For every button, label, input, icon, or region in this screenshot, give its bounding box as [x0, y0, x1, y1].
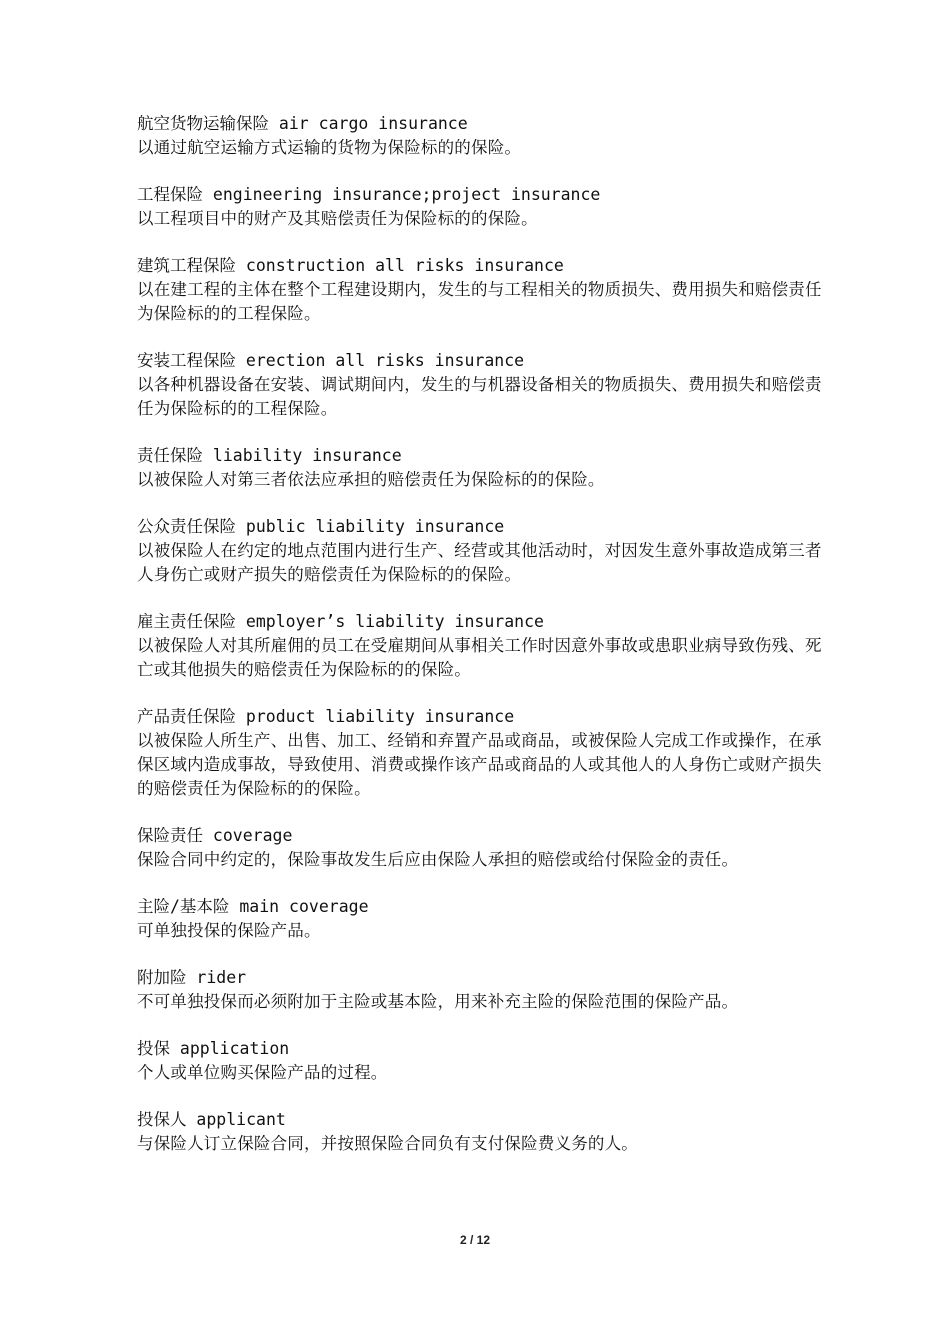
- entry-definition: 保险合同中约定的，保险事故发生后应由保险人承担的赔偿或给付保险金的责任。: [137, 850, 739, 869]
- entry-term: 公众责任保险 public liability insurance: [137, 517, 505, 536]
- entry-term: 雇主责任保险 employer’s liability insurance: [137, 612, 544, 631]
- glossary-entry: [137, 895, 827, 943]
- entry-definition: 个人或单位购买保险产品的过程。: [137, 1063, 388, 1082]
- entry-definition: 不可单独投保而必须附加于主险或基本险，用来补充主险的保险范围的保险产品。: [137, 992, 739, 1011]
- glossary-entry: [137, 610, 827, 682]
- glossary-entry: [137, 966, 827, 1014]
- glossary-content: [137, 112, 827, 1179]
- entry-term: 投保人 applicant: [137, 1110, 286, 1129]
- entry-term: 附加险 rider: [137, 968, 247, 987]
- entry-term: 主险/基本险 main coverage: [137, 897, 369, 916]
- glossary-entry: [137, 183, 827, 231]
- entry-definition: 可单独投保的保险产品。: [137, 921, 321, 940]
- entry-definition: 以被保险人在约定的地点范围内进行生产、经营或其他活动时，对因发生意外事故造成第三者人身伤亡或财产损失的赔偿责任为保险标的的保险。: [137, 541, 822, 584]
- glossary-entry: [137, 515, 827, 587]
- entry-term: 安装工程保险 erection all risks insurance: [137, 351, 525, 370]
- glossary-entry: [137, 1037, 827, 1085]
- entry-definition: 与保险人订立保险合同，并按照保险合同负有支付保险费义务的人。: [137, 1134, 638, 1153]
- entry-term: 保险责任 coverage: [137, 826, 293, 845]
- glossary-entry: [137, 705, 827, 801]
- entry-definition: 以工程项目中的财产及其赔偿责任为保险标的的保险。: [137, 209, 538, 228]
- entry-term: 工程保险 engineering insurance;project insurance: [137, 185, 601, 204]
- entry-term: 建筑工程保险 construction all risks insurance: [137, 256, 564, 275]
- glossary-entry: [137, 824, 827, 872]
- glossary-entry: [137, 1108, 827, 1156]
- glossary-entry: [137, 254, 827, 326]
- entry-term: 航空货物运输保险 air cargo insurance: [137, 114, 468, 133]
- entry-definition: 以在建工程的主体在整个工程建设期内，发生的与工程相关的物质损失、费用损失和赔偿责任为保险标的的工程保险。: [137, 280, 822, 323]
- entry-definition: 以被保险人所生产、出售、加工、经销和弃置产品或商品，或被保险人完成工作或操作，在承保区域内造成事故，导致使用、消费或操作该产品或商品的人或其他人的人身伤亡或财产损失的赔偿责任为保险标的的保险。: [137, 731, 822, 798]
- entry-definition: 以各种机器设备在安装、调试期间内，发生的与机器设备相关的物质损失、费用损失和赔偿责任为保险标的的工程保险。: [137, 375, 822, 418]
- entry-definition: 以通过航空运输方式运输的货物为保险标的的保险。: [137, 138, 522, 157]
- entry-term: 责任保险 liability insurance: [137, 446, 402, 465]
- entry-definition: 以被保险人对第三者依法应承担的赔偿责任为保险标的的保险。: [137, 470, 605, 489]
- glossary-entry: [137, 112, 827, 160]
- page-number: 2 / 12: [459, 1233, 491, 1247]
- entry-term: 投保 application: [137, 1039, 290, 1058]
- entry-definition: 以被保险人对其所雇佣的员工在受雇期间从事相关工作时因意外事故或患职业病导致伤残、死亡或其他损失的赔偿责任为保险标的的保险。: [137, 636, 822, 679]
- glossary-entry: [137, 349, 827, 421]
- entry-term: 产品责任保险 product liability insurance: [137, 707, 515, 726]
- glossary-entry: [137, 444, 827, 492]
